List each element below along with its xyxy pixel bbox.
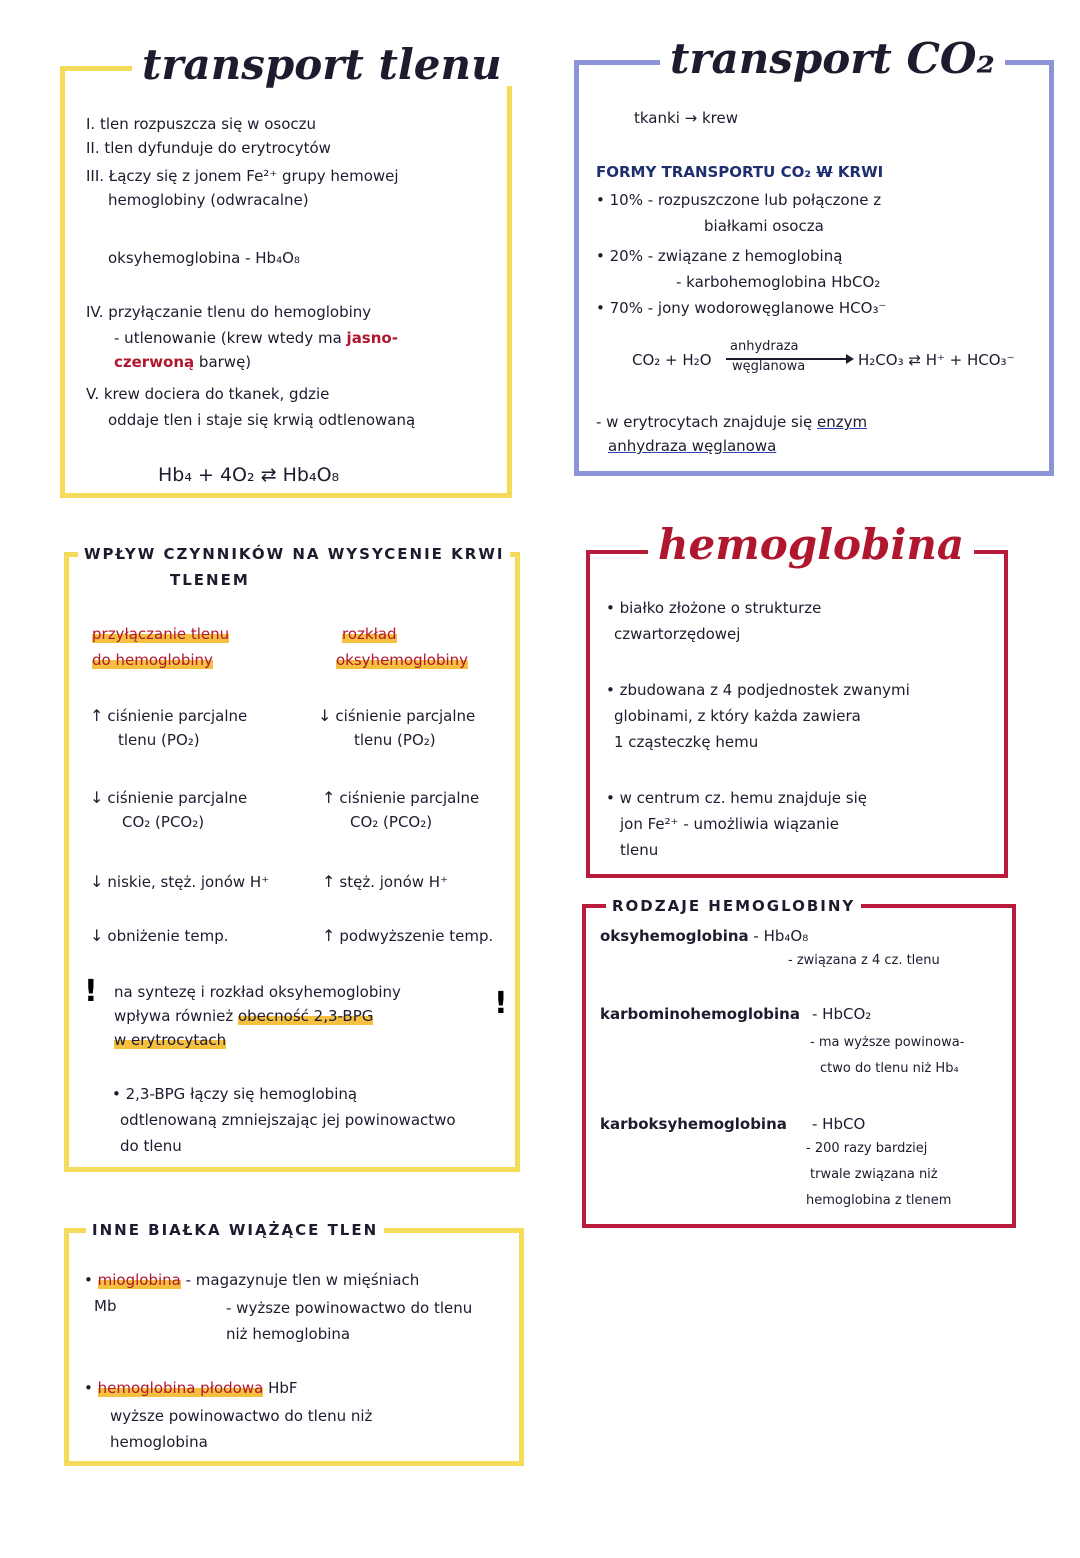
type-karboksy-desc-3: hemoglobina z tlenem bbox=[806, 1193, 952, 1208]
factor-note-bpg: obecność 2,3-BPG bbox=[237, 1007, 374, 1025]
colour-word: barwę) bbox=[194, 353, 252, 371]
arrow-down-icon: ↓ bbox=[90, 926, 104, 945]
bpg-line-1: • 2,3-BPG łączy się hemoglobiną bbox=[112, 1085, 358, 1103]
arrow-down-icon: ↓ bbox=[318, 706, 332, 725]
type-karboksy-desc-1: - 200 razy bardziej bbox=[806, 1141, 928, 1156]
factor-col2-head-2: oksyhemoglobiny bbox=[336, 651, 469, 669]
hb-desc-1: • białko złożone o strukturze bbox=[606, 599, 822, 617]
factor-r2-col1-text: ciśnienie parcjalne bbox=[107, 789, 248, 807]
arrow-down-icon: ↓ bbox=[90, 872, 104, 891]
other-proteins-card bbox=[64, 1228, 524, 1466]
co2-eq-enzyme-top: anhydraza bbox=[730, 339, 799, 354]
type-karbo-formula: - HbCO₂ bbox=[812, 1005, 872, 1023]
factor-r4-col2-text: podwyższenie temp. bbox=[339, 927, 494, 945]
factor-col2-head bbox=[342, 624, 397, 646]
factor-r3-col1 bbox=[90, 870, 269, 894]
bullet: • bbox=[84, 1379, 98, 1397]
fetal-hb-name: hemoglobina płodowa bbox=[97, 1379, 264, 1397]
hb-desc-1-cont: czwartorzędowej bbox=[614, 625, 741, 643]
fetal-hb-desc-2: hemoglobina bbox=[110, 1433, 208, 1451]
co2-eq-right: H₂CO₃ ⇄ H⁺ + HCO₃⁻ bbox=[858, 351, 1015, 369]
factor-note-3-text: w erytrocytach bbox=[114, 1031, 227, 1049]
bullet: • bbox=[84, 1271, 98, 1289]
factor-r3-col2-text: stęż. jonów H⁺ bbox=[339, 873, 449, 891]
co2-forms-heading-c: KRWI bbox=[832, 163, 884, 181]
co2-eq-enzyme-bottom: węglanowa bbox=[732, 359, 806, 374]
oxygen-step-5: V. krew dociera do tkanek, gdzie bbox=[86, 385, 330, 403]
factor-note-2-text: wpływa również bbox=[114, 1007, 238, 1025]
oxygen-step-3-cont: hemoglobiny (odwracalne) bbox=[108, 191, 309, 209]
oxygen-step-1: I. tlen rozpuszcza się w osoczu bbox=[86, 115, 317, 133]
factor-col2-head-2-wrap bbox=[336, 650, 468, 672]
factor-r2-col1 bbox=[90, 786, 247, 810]
factor-r4-col1-text: obniżenie temp. bbox=[107, 927, 229, 945]
factor-r1-col1 bbox=[90, 704, 247, 728]
bright-red-word: jasno- bbox=[346, 329, 398, 347]
myoglobin-symbol: Mb bbox=[94, 1297, 117, 1315]
type-karbo-name: karbominohemoglobina bbox=[600, 1005, 800, 1023]
factor-note-3 bbox=[114, 1030, 226, 1052]
fetal-hb-line bbox=[84, 1378, 298, 1400]
hb-desc-3: • w centrum cz. hemu znajduje się bbox=[606, 789, 867, 807]
factor-note-1: na syntezę i rozkład oksyhemoglobiny bbox=[114, 983, 401, 1001]
factor-r3-col2 bbox=[322, 870, 448, 894]
type-karboksy bbox=[600, 1114, 787, 1136]
co2-form-10: • 10% - rozpuszczone lub połączone z bbox=[596, 191, 882, 209]
type-karboksy-formula: - HbCO bbox=[812, 1115, 866, 1133]
hb-desc-2-cont: globinami, z który każda zawiera bbox=[614, 707, 861, 725]
arrow-up-icon: ↑ bbox=[322, 788, 336, 807]
factor-r1-col2-text: ciśnienie parcjalne bbox=[335, 707, 476, 725]
factor-r1-col2-cont: tlenu (PO₂) bbox=[354, 731, 436, 749]
fetal-hb-formula: HbF bbox=[263, 1379, 298, 1397]
bpg-line-2: odtlenowaną zmniejszając jej powinowactwo bbox=[120, 1111, 456, 1129]
co2-forms-heading-crossed: W bbox=[816, 163, 833, 181]
factor-r2-col2-cont: CO₂ (PCO₂) bbox=[350, 813, 433, 831]
hb-desc-2: • zbudowana z 4 podjednostek zwanymi bbox=[606, 681, 910, 699]
co2-form-10-cont: białkami osocza bbox=[704, 217, 824, 235]
type-oxy bbox=[600, 926, 808, 948]
type-karboksy-name: karboksyhemoglobina bbox=[600, 1115, 787, 1133]
co2-form-20-cont: - karbohemoglobina HbCO₂ bbox=[676, 273, 881, 291]
type-oxy-formula: - Hb₄O₈ bbox=[748, 927, 809, 945]
exclamation-icon: ! bbox=[84, 974, 98, 1009]
co2-transport-title: transport CO₂ bbox=[660, 38, 1005, 80]
exclamation-icon: ! bbox=[494, 986, 508, 1021]
oxygen-step-4-desc bbox=[114, 328, 398, 350]
fetal-hb-desc-1: wyższe powinowactwo do tlenu niż bbox=[110, 1407, 373, 1425]
oxygen-step-3: III. Łączy się z jonem Fe²⁺ grupy hemowej bbox=[86, 167, 399, 185]
factor-r1-col1-cont: tlenu (PO₂) bbox=[118, 731, 200, 749]
oxygen-step-2: II. tlen dyfunduje do erytrocytów bbox=[86, 139, 331, 157]
factor-r4-col1 bbox=[90, 924, 229, 948]
factor-col1-head bbox=[92, 624, 229, 646]
type-karboksy-desc-2: trwale związana niż bbox=[810, 1167, 938, 1182]
oxygen-step-4-text: - utlenowanie (krew wtedy ma bbox=[114, 329, 347, 347]
oxygen-step-5-cont: oddaje tlen i staje się krwią odtlenowaną bbox=[108, 411, 416, 429]
myoglobin-desc-3: niż hemoglobina bbox=[226, 1325, 351, 1343]
co2-eq-arrow-head bbox=[846, 354, 854, 364]
co2-enzyme-note bbox=[596, 412, 867, 434]
factor-r2-col2 bbox=[322, 786, 479, 810]
factors-title-cont: TLENEM bbox=[170, 571, 250, 589]
myoglobin-line bbox=[84, 1270, 419, 1292]
co2-form-70: • 70% - jony wodorowęglanowe HCO₃⁻ bbox=[596, 299, 887, 317]
type-karbo-desc-2: ctwo do tlenu niż Hb₄ bbox=[820, 1061, 959, 1076]
oxygen-step-4-desc-cont bbox=[114, 352, 251, 374]
arrow-up-icon: ↑ bbox=[322, 872, 336, 891]
co2-form-20: • 20% - związane z hemoglobiną bbox=[596, 247, 843, 265]
factor-r1-col2 bbox=[318, 704, 475, 728]
co2-enzyme-name: anhydraza węglanowa bbox=[608, 437, 777, 455]
co2-enzyme-word: enzym bbox=[817, 413, 868, 431]
myoglobin-name: mioglobina bbox=[97, 1271, 181, 1289]
type-karbo bbox=[600, 1004, 800, 1026]
hemoglobin-types-title: RODZAJE HEMOGLOBINY bbox=[606, 896, 861, 918]
type-oxy-desc: - związana z 4 cz. tlenu bbox=[788, 953, 940, 968]
arrow-up-icon: ↑ bbox=[90, 706, 104, 725]
myoglobin-desc-1: - magazynuje tlen w mięśniach bbox=[180, 1271, 420, 1289]
oxygen-step-4: IV. przyłączanie tlenu do hemoglobiny bbox=[86, 303, 372, 321]
factor-col2-head-1: rozkład bbox=[342, 625, 397, 643]
co2-enzyme-note-text: - w erytrocytach znajduje się bbox=[596, 413, 818, 431]
hb-desc-3-cont: jon Fe²⁺ - umożliwia wiązanie bbox=[620, 815, 840, 833]
factor-r3-col1-text: niskie, stęż. jonów H⁺ bbox=[107, 873, 270, 891]
factors-title: WPŁYW CZYNNIKÓW NA WYSYCENIE KRWI bbox=[78, 544, 510, 566]
hb-desc-3-cont2: tlenu bbox=[620, 841, 659, 859]
co2-eq-left: CO₂ + H₂O bbox=[632, 351, 712, 369]
oxygen-transport-title: transport tlenu bbox=[132, 44, 512, 86]
other-proteins-title: INNE BIAŁKA WIĄŻĄCE TLEN bbox=[86, 1220, 384, 1242]
factor-col1-head-2-wrap bbox=[92, 650, 213, 672]
factor-r2-col1-cont: CO₂ (PCO₂) bbox=[122, 813, 205, 831]
factor-r2-col2-text: ciśnienie parcjalne bbox=[339, 789, 480, 807]
co2-forms-heading-a: FORMY TRANSPORTU CO₂ bbox=[596, 163, 817, 181]
factor-r4-col2 bbox=[322, 924, 493, 948]
type-oxy-name: oksyhemoglobina bbox=[600, 927, 749, 945]
hemoglobin-equation: Hb₄ + 4O₂ ⇄ Hb₄O₈ bbox=[158, 464, 340, 486]
hemoglobin-title: hemoglobina bbox=[648, 524, 974, 566]
arrow-down-icon: ↓ bbox=[90, 788, 104, 807]
bpg-line-3: do tlenu bbox=[120, 1137, 182, 1155]
arrow-up-icon: ↑ bbox=[322, 926, 336, 945]
myoglobin-desc-2: - wyższe powinowactwo do tlenu bbox=[226, 1299, 473, 1317]
red-word: czerwoną bbox=[114, 353, 195, 371]
co2-forms-heading bbox=[596, 162, 883, 184]
factor-r1-col1-text: ciśnienie parcjalne bbox=[107, 707, 248, 725]
factor-col1-head-2: do hemoglobiny bbox=[92, 651, 213, 669]
hb-desc-2-cont2: 1 cząsteczkę hemu bbox=[614, 733, 759, 751]
factor-col1-head-1: przyłączanie tlenu bbox=[92, 625, 230, 643]
co2-flow: tkanki → krew bbox=[634, 109, 738, 127]
oxyhemoglobin-line: oksyhemoglobina - Hb₄O₈ bbox=[108, 249, 300, 267]
type-karbo-desc-1: - ma wyższe powinowa- bbox=[810, 1035, 965, 1050]
factor-note-2 bbox=[114, 1006, 373, 1028]
